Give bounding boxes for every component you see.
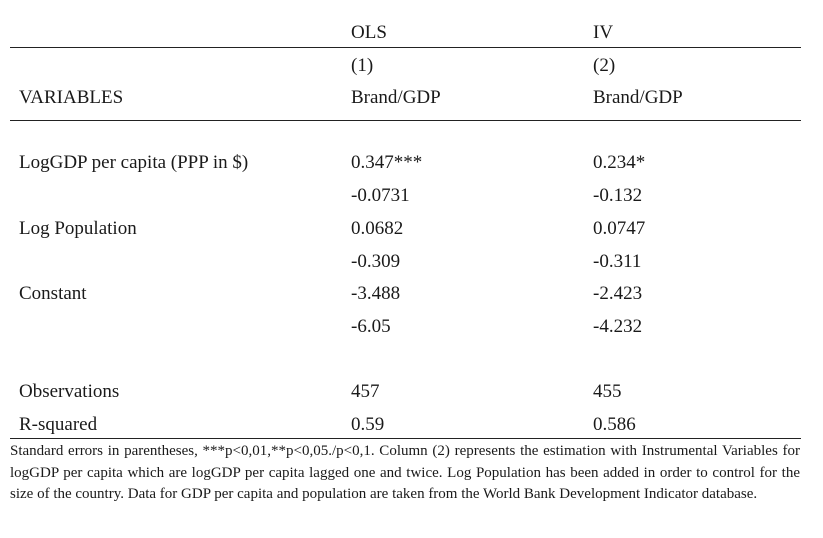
coef-ols: 0.0682: [351, 218, 404, 239]
column-number-1: (1): [351, 55, 374, 76]
header-iv: IV: [593, 22, 614, 43]
coef-ols: -3.488: [351, 283, 401, 304]
se-iv: -0.311: [593, 251, 642, 272]
se-iv: -4.232: [593, 316, 643, 337]
column-number-2: (2): [593, 55, 616, 76]
se-ols: -0.0731: [351, 185, 410, 206]
row-label: Log Population: [19, 218, 137, 239]
stat-iv: 0.586: [593, 414, 636, 435]
stat-ols: 457: [351, 381, 380, 402]
stat-iv: 455: [593, 381, 622, 402]
top-rule: [10, 47, 801, 48]
stat-label: Observations: [19, 381, 120, 402]
header-rule: [10, 120, 801, 121]
se-iv: -0.132: [593, 185, 643, 206]
dep-var-ols: Brand/GDP: [351, 87, 441, 108]
dep-var-iv: Brand/GDP: [593, 87, 683, 108]
coef-ols: 0.347***: [351, 152, 423, 173]
stat-ols: 0.59: [351, 414, 385, 435]
row-label: Constant: [19, 283, 87, 304]
table-footnote: Standard errors in parentheses, ***p<0,01,**p<0,05./p<0,1. Column (2) represents the estimation with Instrumental Variables for logGDP per capita which are logGDP per capita lagged one and twice. Log Population has been added in order to control for the size of the country. Data for GDP per capita and population are taken from the World Bank Development Indicator database.: [10, 443, 800, 502]
se-ols: -6.05: [351, 316, 391, 337]
stat-label: R-squared: [19, 414, 98, 435]
row-label: LogGDP per capita (PPP in $): [19, 152, 249, 173]
variables-header: VARIABLES: [19, 87, 124, 108]
bottom-rule: [10, 438, 801, 439]
coef-iv: -2.423: [593, 283, 643, 304]
coef-iv: 0.234*: [593, 152, 646, 173]
header-ols: OLS: [351, 22, 387, 43]
se-ols: -0.309: [351, 251, 401, 272]
coef-iv: 0.0747: [593, 218, 646, 239]
